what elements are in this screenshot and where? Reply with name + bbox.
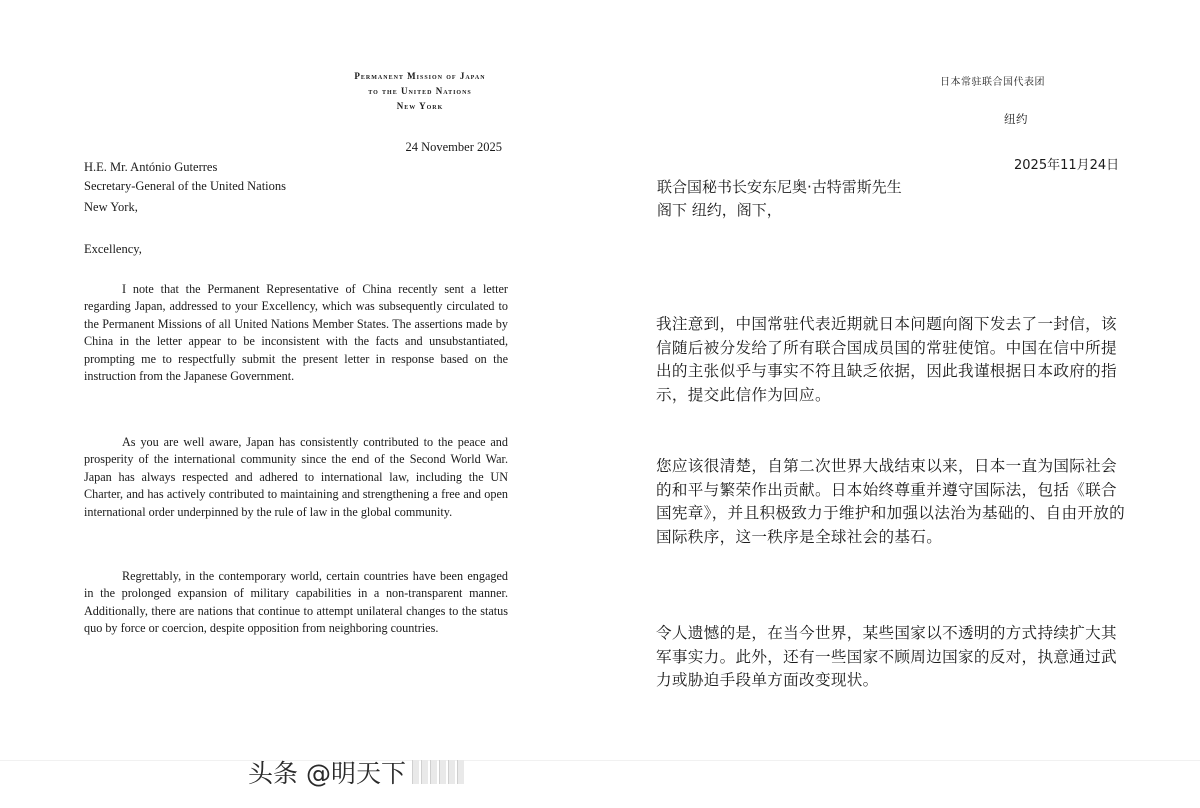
chinese-header-city: 纽约 — [1004, 112, 1028, 126]
chinese-translation — [600, 0, 1200, 808]
letterhead-line-2: to the United Nations — [368, 86, 472, 96]
chinese-addressee-line-2: 阁下 纽约，阁下， — [657, 201, 782, 219]
english-paragraph-2: As you are well aware, Japan has consistently contributed to the peace and prosperity of the international community since the end of the Second World War. Japan has always respected and adhered to international law, including the UN Charter, and has actively contributed to maintaining and strengthening a free and open international order underpinned by the rule of law in the global community. — [84, 435, 508, 519]
english-date: 24 November 2025 — [405, 140, 502, 154]
chinese-paragraph-2: 您应该很清楚，自第二次世界大战结束以来，日本一直为国际社会的和平与繁荣作出贡献。日本始终尊重并遵守国际法，包括《联合国宪章》，并且积极致力于维护和加强以法治为基础的、自由开放的国际秩序，这一秩序是全球社会的基石。 — [656, 457, 1126, 546]
chinese-addressee-line-1: 联合国秘书长安东尼奥·古特雷斯先生 — [657, 178, 902, 196]
salutation: Excellency, — [84, 242, 142, 256]
addressee-title: Secretary-General of the United Nations — [84, 179, 287, 193]
chinese-paragraph-1: 我注意到，中国常驻代表近期就日本问题向阁下发去了一封信，该信随后被分发给了所有联合国成员国的常驻使馆。中国在信中所提出的主张似乎与事实不符且缺乏依据，因此我谨根据日本政府的指示，提交此信作为回应。 — [656, 315, 1117, 404]
scan-artifact-line — [0, 760, 1200, 761]
english-paragraph-1: I note that the Permanent Representative of China recently sent a letter regarding Japan, addressed to your Excellency, which was subsequently circulated to the Permanent Missions of all United Nations Member States. The assertions made by China in the letter appear to be inconsistent with the facts and unsubstantiated, prompting me to respectfully submit the present letter in response based on the instruction from the Japanese Government. — [84, 282, 508, 384]
addressee-name: H.E. Mr. António Guterres — [84, 160, 218, 174]
chinese-paragraph-3: 令人遗憾的是，在当今世界，某些国家以不透明的方式持续扩大其军事实力。此外，还有一些国家不顾周边国家的反对，执意通过武力或胁迫手段单方面改变现状。 — [656, 624, 1117, 689]
chinese-header-mission: 日本常驻联合国代表团 — [940, 77, 1045, 88]
watermark — [248, 752, 464, 792]
chinese-date: 2025年11月24日 — [1014, 158, 1120, 173]
letterhead-line-3: New York — [396, 101, 444, 111]
letterhead-line-1: Permanent Mission of Japan — [354, 71, 486, 81]
addressee-city: New York, — [84, 200, 138, 214]
watermark-blur-bars — [412, 760, 464, 784]
watermark-text: 头条 @明天下 — [248, 759, 406, 788]
english-paragraph-3: Regrettably, in the contemporary world, certain countries have been engaged in the prolonged expansion of military capabilities in a non-transparent manner. Additionally, there are nations that continue to attempt unilateral changes to the status quo by force or coercion, despite opposition from neighboring countries. — [84, 569, 508, 636]
